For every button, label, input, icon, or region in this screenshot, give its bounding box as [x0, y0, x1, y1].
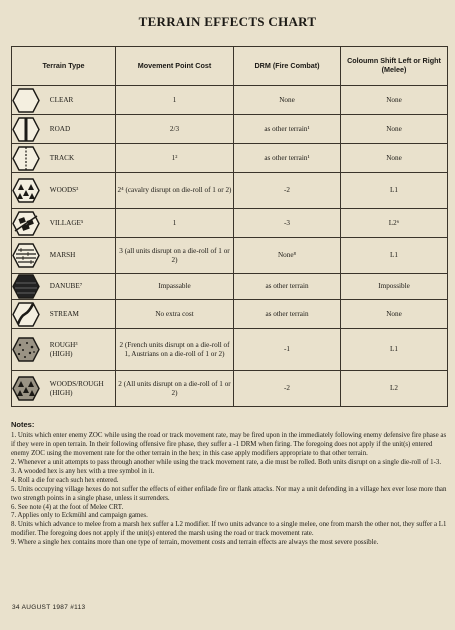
rough-hex-icon	[12, 337, 40, 362]
note-item: 1. Units which enter enemy ZOC while using the road or track movement rate, may be fired upon in the immediately following enemy defensive fire phase as if they were in open terrain. In their following offensive fire phase, they suffer a -1 DRM when firing. The foregoing does not apply if the unit(s) entered enemy ZOC using the movement rate for the other terrain in the hex; in this case apply modifiers appropriate to that other terrain.	[11, 431, 447, 457]
table-row	[12, 115, 448, 144]
table-row	[12, 238, 448, 274]
mp-cost: 2/3	[116, 115, 234, 144]
shift-value: L1	[341, 329, 448, 371]
shift-value: None	[341, 86, 448, 115]
shift-value: L1	[341, 238, 448, 274]
woods-rough-hex-icon	[12, 376, 40, 401]
shift-value: None	[341, 115, 448, 144]
terrain-name: TRACK	[49, 153, 75, 162]
drm-value: as other terrain¹	[234, 144, 341, 173]
note-item: 6. See note (4) at the foot of Melee CRT.	[11, 503, 124, 511]
note-item: 9. Where a single hex contains more than one type of terrain, movement costs and terrain effects are always the most severe possible.	[11, 539, 379, 547]
mp-cost: 2 (French units disrupt on a die-roll of 1, Austrians on a die-roll of 1 or 2)	[116, 329, 234, 371]
terrain-name: CLEAR	[49, 95, 74, 104]
drm-value: -2	[234, 371, 341, 407]
mp-cost: No extra cost	[116, 300, 234, 329]
terrain-name: STREAM	[49, 309, 79, 318]
mp-cost: 2 (All units disrupt on a die-roll of 1 or 2)	[116, 371, 234, 407]
header-movement-point-cost: Movement Point Cost	[116, 47, 234, 86]
page-footer: 34 AUGUST 1987 #113	[12, 604, 86, 611]
mp-cost: 2⁴ (cavalry disrupt on die-roll of 1 or 2)	[116, 173, 234, 209]
terrain-name: DANUBE⁷	[49, 282, 83, 291]
note-item: 2. Whenever a unit attempts to pass through another while using the track movement rate, a die must be rolled. Both units disrupt on a single die-roll of 1-3.	[11, 458, 442, 466]
note-item: 4. Roll a die for each such hex entered.	[11, 476, 119, 484]
mp-cost: 1	[116, 86, 234, 115]
mp-cost: Impassable	[116, 274, 234, 300]
table-row	[12, 144, 448, 173]
header-drm-fire-combat: DRM (Fire Combat)	[234, 47, 341, 86]
drm-value: -2	[234, 173, 341, 209]
table-row	[12, 86, 448, 115]
mp-cost: 1²	[116, 144, 234, 173]
terrain-effects-table	[11, 46, 448, 407]
table-row	[12, 329, 448, 371]
stream-hex-icon	[12, 302, 40, 327]
table-row	[12, 300, 448, 329]
shift-value: L2	[341, 371, 448, 407]
terrain-name: WOODS/ROUGH (HIGH)	[49, 379, 104, 397]
shift-value: Impossible	[341, 274, 448, 300]
drm-value: -3	[234, 209, 341, 238]
village-hex-icon	[12, 211, 40, 236]
shift-value: L1	[341, 173, 448, 209]
table-row	[12, 371, 448, 407]
drm-value: -1	[234, 329, 341, 371]
drm-value: as other terrain	[234, 300, 341, 329]
terrain-name: ROUGH³ (HIGH)	[49, 340, 78, 358]
terrain-name: VILLAGE⁵	[49, 218, 84, 227]
note-item: 5. Units occupying village hexes do not suffer the effects of either enfilade fire or flank attacks. Nor may a unit defending in a village hex ever lose more than two strength points in a single phase, unless it surrenders.	[11, 485, 447, 502]
note-item: 3. A wooded hex is any hex with a tree symbol in it.	[11, 467, 155, 475]
table-header-row	[12, 47, 448, 86]
notes-section	[11, 420, 447, 548]
mp-cost: 3 (all units disrupt on a die-roll of 1 or 2)	[116, 238, 234, 274]
terrain-name: MARSH	[49, 251, 76, 260]
drm-value: None⁸	[234, 238, 341, 274]
drm-value: as other terrain¹	[234, 115, 341, 144]
notes-heading: Notes:	[11, 420, 35, 429]
table-row	[12, 274, 448, 300]
terrain-name: WOODS³	[49, 186, 79, 195]
table-row	[12, 173, 448, 209]
terrain-name: ROAD	[49, 124, 71, 133]
clear-hex-icon	[12, 88, 40, 113]
chart-title: TERRAIN EFFECTS CHART	[138, 14, 317, 29]
table-row	[12, 209, 448, 238]
header-column-shift-melee: Coloumn Shift Left or Right (Melee)	[341, 47, 448, 86]
header-terrain-type: Terrain Type	[12, 47, 116, 86]
drm-value: None	[234, 86, 341, 115]
shift-value: None	[341, 300, 448, 329]
danube-hex-icon	[12, 274, 40, 299]
marsh-hex-icon	[12, 243, 40, 268]
drm-value: as other terrain	[234, 274, 341, 300]
note-item: 7. Applies only to Eckmühl and campaign games.	[11, 512, 148, 520]
track-hex-icon	[12, 146, 40, 171]
shift-value: L2⁶	[341, 209, 448, 238]
woods-hex-icon	[12, 178, 40, 203]
road-hex-icon	[12, 117, 40, 142]
mp-cost: 1	[116, 209, 234, 238]
shift-value: None	[341, 144, 448, 173]
note-item: 8. Units which advance to melee from a marsh hex suffer a L2 modifier. If two units advance to a single melee, one from marsh the other not, they suffer a L1 modifier. The foregoing does not apply if the unit(s) entered the marsh using the road or track movement rate.	[11, 521, 447, 538]
